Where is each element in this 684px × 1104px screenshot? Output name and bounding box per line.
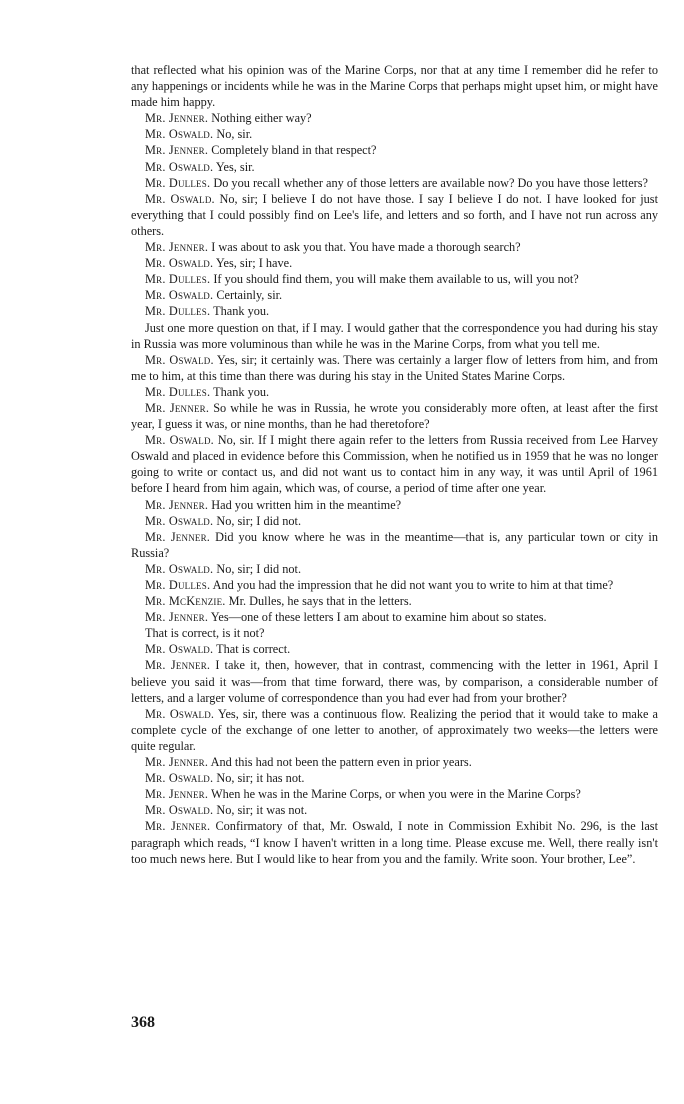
- paragraph-text: Thank you.: [213, 304, 270, 319]
- paragraph-text: Completely bland in that respect?: [211, 143, 377, 158]
- testimony-paragraph: [131, 384, 658, 400]
- testimony-paragraph: [131, 786, 658, 802]
- paragraph-text: Yes—one of these letters I am about to examine him about so states.: [210, 610, 547, 625]
- testimony-paragraph: [131, 239, 658, 255]
- paragraph-text: So while he was in Russia, he wrote you considerably more often, at least after the first year, I guess it was, or nine months, than he had theretofore?: [131, 400, 658, 432]
- testimony-paragraph: [131, 62, 658, 110]
- testimony-paragraph: [131, 255, 658, 271]
- paragraph-text: That is correct.: [216, 642, 291, 657]
- paragraph-text: Confirmatory of that, Mr. Oswald, I note in Commission Exhibit No. 296, is the last paragraph which reads, “I know I haven't written in a long time. Please excuse me. Well, there really isn't too much news here. But I would like to hear from you and the family. Write soon. Your brother, Lee”.: [131, 819, 658, 866]
- paragraph-text: When he was in the Marine Corps, or when you were in the Marine Corps?: [211, 787, 581, 802]
- paragraph-text: No, sir; it was not.: [216, 803, 308, 818]
- testimony-paragraph: [131, 706, 658, 754]
- testimony-text: [131, 62, 658, 867]
- paragraph-text: No, sir; I did not.: [216, 513, 302, 528]
- paragraph-text: I take it, then, however, that in contrast, commencing with the letter in 1961, April I believe you said it was—from that time forward, there was, by comparison, a considerable number of letters, and a larger volume of correspondence than you had ever had from your brother?: [131, 658, 658, 705]
- speaker-name: Mr. Oswald.: [145, 256, 214, 271]
- paragraph-text: Mr. Dulles, he says that in the letters.: [228, 594, 412, 609]
- paragraph-text: That is correct, is it not?: [145, 626, 265, 641]
- testimony-paragraph: [131, 754, 658, 770]
- speaker-name: Mr. Jenner.: [145, 240, 209, 255]
- paragraph-text: No, sir; I did not.: [216, 561, 302, 576]
- testimony-paragraph: [131, 159, 658, 175]
- testimony-paragraph: [131, 497, 658, 513]
- speaker-name: Mr. Dulles.: [145, 304, 211, 319]
- testimony-paragraph: [131, 400, 658, 432]
- testimony-paragraph: [131, 271, 658, 287]
- paragraph-text: Just one more question on that, if I may. I would gather that the correspondence you had during his stay in Russia was more voluminous than while he was in the Marine Corps, from what you tell me.: [131, 320, 658, 351]
- speaker-name: Mr. McKenzie.: [145, 594, 226, 609]
- paragraph-text: Thank you.: [213, 384, 270, 399]
- testimony-paragraph: [131, 529, 658, 561]
- speaker-name: Mr. Jenner.: [145, 529, 211, 544]
- speaker-name: Mr. Jenner.: [145, 610, 209, 625]
- testimony-paragraph: [131, 513, 658, 529]
- speaker-name: Mr. Oswald.: [145, 288, 214, 303]
- testimony-paragraph: [131, 303, 658, 319]
- speaker-name: Mr. Jenner.: [145, 819, 211, 834]
- testimony-paragraph: [131, 770, 658, 786]
- speaker-name: Mr. Oswald.: [145, 127, 214, 142]
- speaker-name: Mr. Oswald.: [145, 433, 214, 448]
- testimony-paragraph: [131, 593, 658, 609]
- testimony-paragraph: [131, 657, 658, 705]
- testimony-paragraph: [131, 287, 658, 303]
- testimony-paragraph: [131, 142, 658, 158]
- speaker-name: Mr. Dulles.: [145, 578, 211, 592]
- speaker-name: Mr. Oswald.: [145, 561, 214, 576]
- speaker-name: Mr. Jenner.: [145, 143, 209, 158]
- paragraph-text: Did you know where he was in the meantime—that is, any particular town or city in Russia?: [131, 529, 658, 560]
- speaker-name: Mr. Jenner.: [145, 400, 210, 415]
- speaker-name: Mr. Jenner.: [145, 111, 209, 126]
- testimony-paragraph: [131, 320, 658, 352]
- testimony-paragraph: [131, 609, 658, 625]
- testimony-paragraph: [131, 641, 658, 657]
- paragraph-text: No, sir; it has not.: [216, 771, 305, 786]
- page-number: 368: [131, 1014, 155, 1031]
- paragraph-text: Yes, sir.: [215, 159, 255, 174]
- speaker-name: Mr. Oswald.: [145, 191, 215, 206]
- speaker-name: Mr. Oswald.: [145, 706, 215, 721]
- speaker-name: Mr. Oswald.: [145, 803, 214, 818]
- speaker-name: Mr. Jenner.: [145, 787, 209, 802]
- speaker-name: Mr. Jenner.: [145, 755, 209, 770]
- speaker-name: Mr. Dulles.: [145, 175, 211, 190]
- testimony-paragraph: [131, 625, 658, 641]
- speaker-name: Mr. Oswald.: [145, 642, 214, 657]
- paragraph-text: Had you written him in the meantime?: [211, 497, 402, 512]
- speaker-name: Mr. Jenner.: [145, 497, 209, 512]
- testimony-paragraph: [131, 352, 658, 384]
- speaker-name: Mr. Jenner.: [145, 658, 211, 673]
- paragraph-text: Yes, sir; it certainly was. There was certainly a larger flow of letters from him, and from me to him, at this time than there was during his stay in the United States Marine Corps.: [131, 352, 658, 383]
- speaker-name: Mr. Oswald.: [145, 771, 214, 786]
- paragraph-text: No, sir; I believe I do not have those. I say I believe I do not. I have looked for just everything that I could possibly find on Lee's life, and letters and so forth, and I have not run across any others.: [131, 191, 658, 238]
- testimony-paragraph: [131, 191, 658, 239]
- testimony-paragraph: [131, 802, 658, 818]
- speaker-name: Mr. Oswald.: [145, 513, 214, 528]
- paragraph-text: Yes, sir; I have.: [215, 256, 293, 271]
- speaker-name: Mr. Oswald.: [145, 352, 214, 367]
- paragraph-text: Certainly, sir.: [216, 288, 283, 303]
- speaker-name: Mr. Dulles.: [145, 384, 211, 399]
- paragraph-text: I was about to ask you that. You have made a thorough search?: [211, 240, 521, 255]
- paragraph-text: Nothing either way?: [211, 111, 312, 126]
- speaker-name: Mr. Dulles.: [145, 272, 211, 287]
- paragraph-text: Do you recall whether any of those letters are available now? Do you have those letters?: [213, 175, 648, 190]
- testimony-paragraph: [131, 175, 658, 191]
- paragraph-text: Yes, sir, there was a continuous flow. Realizing the period that it would take to make a complete cycle of the exchange of one letter to another, of approximately two weeks—the letters were quite regular.: [131, 706, 658, 753]
- paragraph-text: If you should find them, you will make them available to us, will you not?: [213, 272, 579, 287]
- paragraph-text: And this had not been the pattern even in prior years.: [210, 755, 472, 770]
- paragraph-text: No, sir. If I might there again refer to the letters from Russia received from Lee Harvey Oswald and placed in evidence before this Commission, when he notified us in 1959 that he was no longer going to write or contact us, and did not want us to contact him in any way, it was until April of 1961 before I heard from him again, which was, of course, a period of time after one year.: [131, 433, 658, 496]
- testimony-paragraph: [131, 126, 658, 142]
- testimony-paragraph: [131, 110, 658, 126]
- testimony-paragraph: [131, 818, 658, 866]
- testimony-paragraph: [131, 577, 658, 593]
- paragraph-text: that reflected what his opinion was of the Marine Corps, nor that at any time I remember did he refer to any happenings or incidents while he was in the Marine Corps that perhaps might upset him, or might have made him happy.: [131, 63, 658, 110]
- testimony-paragraph: [131, 432, 658, 496]
- paragraph-text: And you had the impression that he did not want you to write to him at that time?: [212, 578, 614, 592]
- paragraph-text: No, sir.: [216, 127, 253, 142]
- testimony-paragraph: [131, 561, 658, 577]
- speaker-name: Mr. Oswald.: [145, 159, 214, 174]
